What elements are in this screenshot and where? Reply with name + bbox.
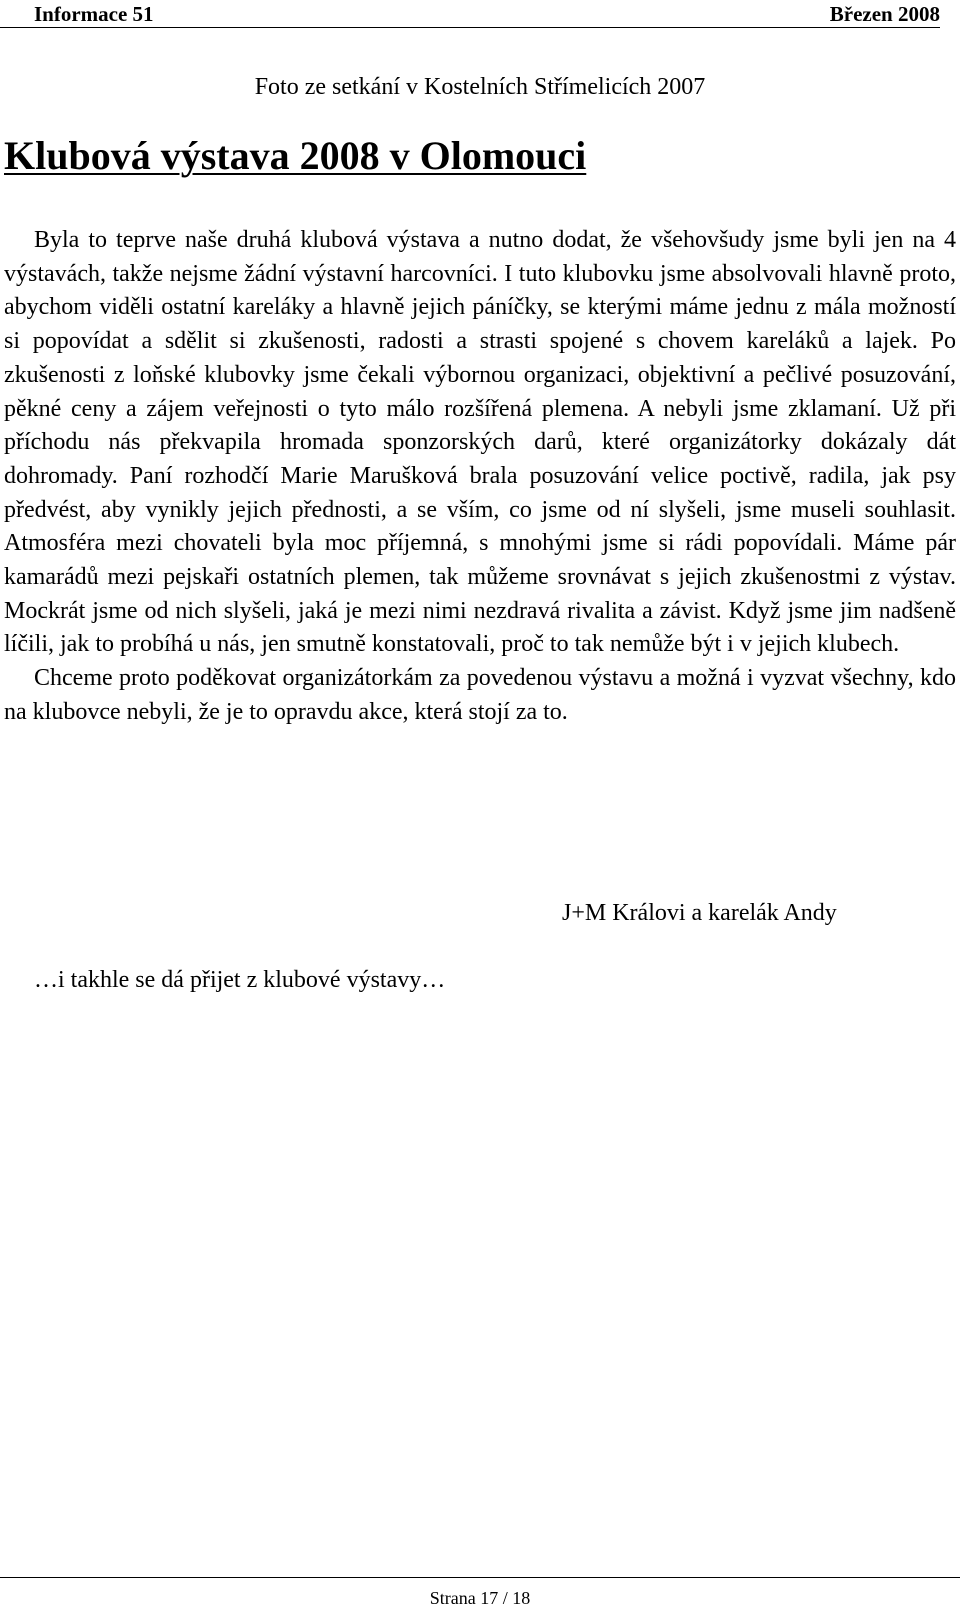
article-body [4, 224, 956, 730]
article-title: Klubová výstava 2008 v Olomouci [4, 133, 587, 178]
closing-photo-caption: …i takhle se dá přijet z klubové výstavy… [34, 967, 446, 993]
photo-caption: Foto ze setkání v Kostelních Střímelicích 2007 [254, 74, 706, 100]
issue-label: Informace 51 [34, 2, 154, 26]
article-paragraph: Chceme proto poděkovat organizátorkám za povedenou výstavu a možná i vyzvat všechny, kdo na klubovce nebyli, že je to opravdu akce, která stojí za to. [4, 665, 956, 725]
issue-date: Březen 2008 [829, 2, 940, 26]
article-paragraph: Byla to teprve naše druhá klubová výstava a nutno dodat, že všehovšudy jsme byli jen na 4 výstavách, takže nejsme žádní výstavní harcovníci. I tuto klubovku jsme absolvovali hlavně proto, abychom viděli ostatní kareláky a hlavně jejich páníčky, se kterými máme jednu z mála možností si popovídat a sdělit si zkušenosti, radosti a strasti spojené s chovem kareláků a lajek. Po zkušenosti z loňské klubovky jsme čekali výbornou organizaci, objektivní a pečlivé posuzování, pěkné ceny a zájem veřejnosti o tyto málo rozšířená plemena. A nebyli jsme zklamaní. Už při příchodu nás překvapila hromada sponzorských darů, které organizátorky dokázaly dát dohromady. Paní rozhodčí Marie Marušková brala posuzování velice poctivě, radila, jak psy předvést, aby vynikly jejich přednosti, a se vším, co jsme od ní slyšeli, jsme museli souhlasit. Atmosféra mezi chovateli byla moc příjemná, s mnohými jsme si rádi popovídali. Máme pár kamarádů mezi pejskaři ostatních plemen, tak můžeme srovnávat s jejich zkušenostmi z výstav. Mockrát jsme od nich slyšeli, jaká je mezi nimi nezdravá rivalita a závist. Když jsme jim nadšeně líčili, jak to probíhá u nás, jen smutně konstatovali, proč to tak nemůže být i v jejich klubech. [4, 227, 956, 658]
article-signature: J+M Královi a karelák Andy [562, 900, 837, 926]
page-header [0, 0, 940, 28]
page-number: Strana 17 / 18 [429, 1588, 531, 1608]
footer-divider [0, 1577, 960, 1578]
